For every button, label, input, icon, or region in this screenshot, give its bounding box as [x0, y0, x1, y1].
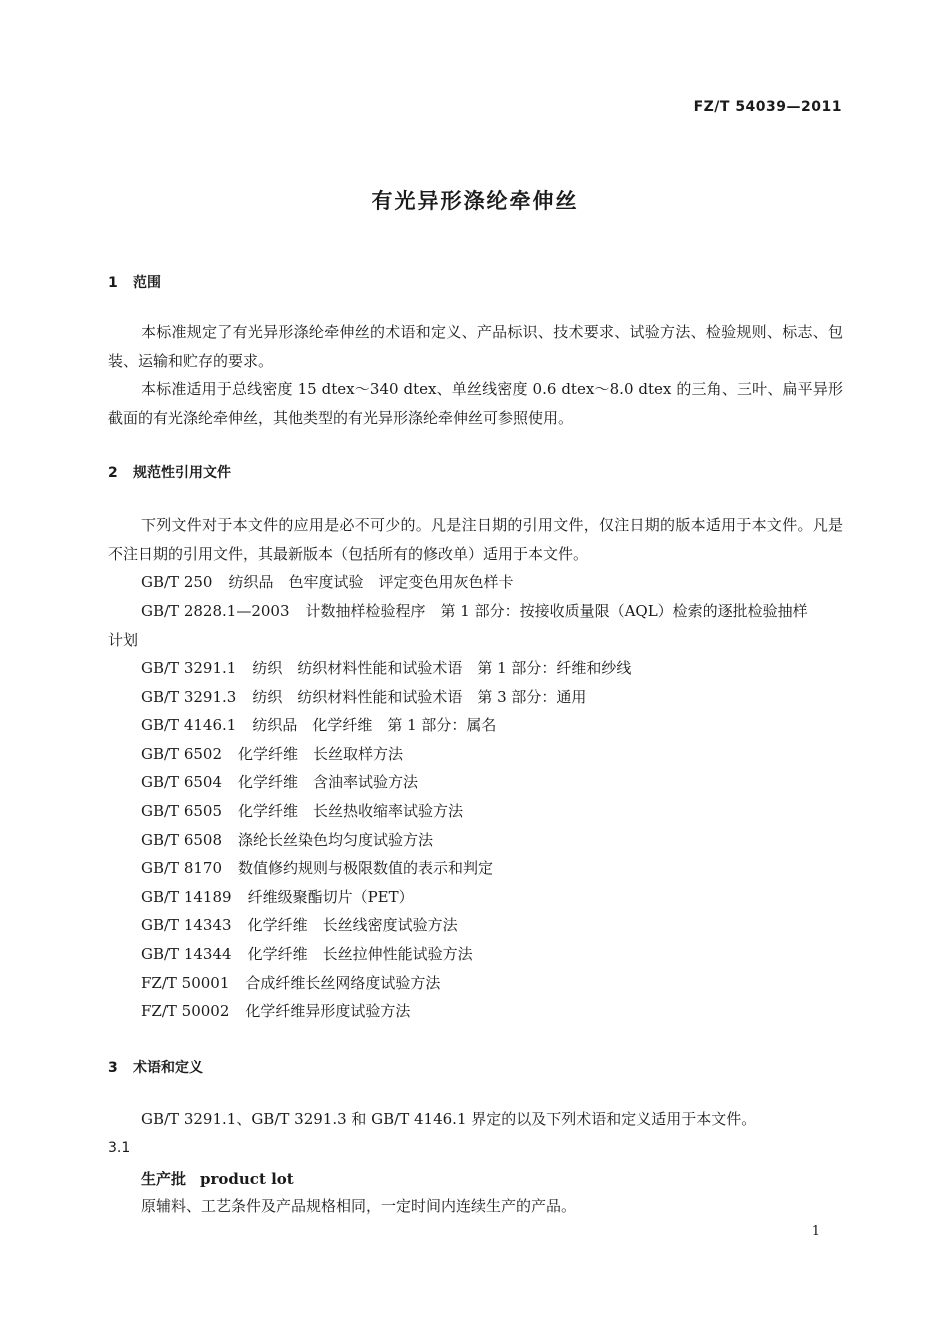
term-definition: 原辅料、工艺条件及产品规格相同，一定时间内连续生产的产品。 [141, 1197, 577, 1215]
reference-item [141, 940, 843, 969]
section-3-heading [108, 1057, 203, 1077]
reference-code: GB/T 14189 [141, 888, 232, 906]
reference-code: GB/T 2828.1—2003 [141, 602, 290, 620]
reference-code: FZ/T 50001 [141, 974, 230, 992]
reference-code: GB/T 8170 [141, 859, 223, 877]
reference-item [141, 568, 843, 597]
reference-title: 化学纤维 含油率试验方法 [238, 773, 419, 791]
reference-code: GB/T 4146.1 [141, 716, 237, 734]
reference-code: GB/T 6502 [141, 745, 223, 763]
reference-code: GB/T 3291.1 [141, 659, 237, 677]
reference-title: 化学纤维 长丝取样方法 [238, 745, 404, 763]
reference-code: GB/T 6508 [141, 831, 223, 849]
section-1-title: 范围 [133, 275, 161, 291]
reference-title: 纺织 纺织材料性能和试验术语 第 3 部分：通用 [252, 688, 587, 706]
subsection-3-1-number: 3.1 [108, 1140, 131, 1156]
section-1-paragraph-1: 本标准规定了有光异形涤纶牵伸丝的术语和定义、产品标识、技术要求、试验方法、检验规则、标志、包装、运输和贮存的要求。 [108, 323, 843, 370]
reference-title: 合成纤维长丝网络度试验方法 [245, 974, 441, 992]
reference-title: 化学纤维 长丝线密度试验方法 [247, 916, 458, 934]
reference-code: GB/T 3291.3 [141, 688, 237, 706]
standard-code: FZ/T 54039—2011 [693, 99, 842, 115]
section-2-number: 2 [108, 465, 118, 481]
reference-title: 数值修约规则与极限数值的表示和判定 [238, 859, 494, 877]
reference-code: FZ/T 50002 [141, 1002, 230, 1020]
reference-code: GB/T 6505 [141, 802, 223, 820]
reference-title: 纺织品 色牢度试验 评定变色用灰色样卡 [228, 573, 514, 591]
reference-item [141, 740, 843, 769]
term-chinese: 生产批 [141, 1170, 187, 1188]
reference-title: 纺织品 化学纤维 第 1 部分：属名 [252, 716, 497, 734]
reference-item [141, 797, 843, 826]
reference-item [141, 997, 843, 1026]
reference-item [141, 826, 843, 855]
reference-title: 涤纶长丝染色均匀度试验方法 [238, 831, 434, 849]
section-3-intro: GB/T 3291.1、GB/T 3291.3 和 GB/T 4146.1 界定的以及下列术语和定义适用于本文件。 [141, 1110, 757, 1128]
term-heading [141, 1168, 294, 1189]
term-english: product lot [200, 1170, 294, 1188]
reference-title: 化学纤维 长丝热收缩率试验方法 [238, 802, 464, 820]
section-1-number: 1 [108, 275, 118, 291]
section-1-heading [108, 272, 161, 292]
reference-code: GB/T 250 [141, 573, 213, 591]
page-number: 1 [811, 1224, 820, 1239]
section-2-intro: 下列文件对于本文件的应用是必不可少的。凡是注日期的引用文件，仅注日期的版本适用于本文件。凡是不注日期的引用文件，其最新版本（包括所有的修改单）适用于本文件。 [108, 516, 843, 563]
section-3-title: 术语和定义 [133, 1060, 203, 1076]
section-1-paragraph-2: 本标准适用于总线密度 15 dtex～340 dtex、单丝线密度 0.6 dtex～8.0 dtex 的三角、三叶、扁平异形截面的有光涤纶牵伸丝，其他类型的有光异形涤纶牵伸丝可参照使用。 [108, 380, 843, 427]
reference-item [141, 883, 843, 912]
reference-item [141, 969, 843, 998]
section-2-heading [108, 462, 231, 482]
document-title: 有光异形涤纶牵伸丝 [371, 189, 579, 213]
reference-title: 纺织 纺织材料性能和试验术语 第 1 部分：纤维和纱线 [252, 659, 632, 677]
reference-title: 化学纤维 长丝拉伸性能试验方法 [247, 945, 473, 963]
reference-title-continuation: 计划 [108, 630, 139, 649]
reference-item [141, 854, 843, 883]
reference-code: GB/T 14343 [141, 916, 232, 934]
reference-title: 计数抽样检验程序 第 1 部分：按接收质量限（AQL）检索的逐批检验抽样 [305, 602, 808, 620]
reference-title: 纤维级聚酯切片（PET） [247, 888, 414, 906]
reference-code: GB/T 14344 [141, 945, 232, 963]
reference-item [108, 597, 843, 654]
reference-item [141, 683, 843, 712]
reference-title: 化学纤维异形度试验方法 [245, 1002, 411, 1020]
section-3-number: 3 [108, 1060, 118, 1076]
reference-item [141, 711, 843, 740]
reference-item [141, 654, 843, 683]
section-2-title: 规范性引用文件 [133, 465, 231, 481]
reference-item [141, 768, 843, 797]
reference-item [141, 911, 843, 940]
reference-code: GB/T 6504 [141, 773, 223, 791]
